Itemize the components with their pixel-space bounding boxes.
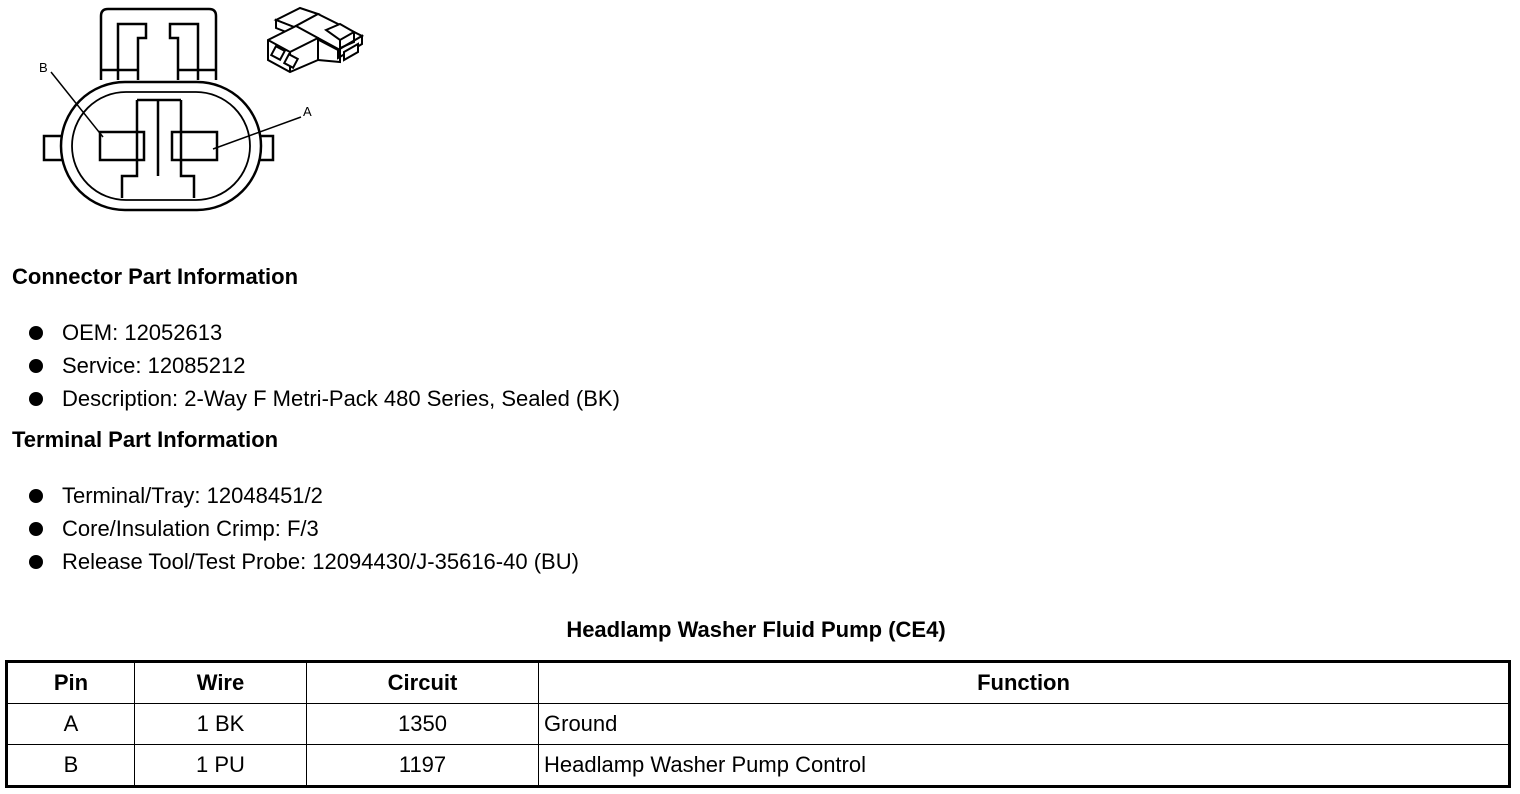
- list-item-text: Release Tool/Test Probe: 12094430/J-35616-40 (BU): [62, 549, 579, 574]
- table-row: [7, 704, 1510, 745]
- bullet-icon: [29, 392, 43, 406]
- leader-line-b: [51, 72, 103, 137]
- cell-wire: 1 PU: [135, 745, 307, 787]
- list-item: [0, 382, 620, 415]
- cavity-label-b: B: [39, 60, 48, 75]
- cell-pin: B: [7, 745, 135, 787]
- cell-function: Ground: [539, 704, 1510, 745]
- list-item: [0, 479, 579, 512]
- bullet-icon: [29, 359, 43, 373]
- list-item: [0, 316, 620, 349]
- cell-wire: 1 BK: [135, 704, 307, 745]
- list-item: [0, 349, 620, 382]
- bullet-icon: [29, 489, 43, 503]
- pin-table-title: Headlamp Washer Fluid Pump (CE4): [566, 617, 946, 642]
- cavity-label-a: A: [303, 104, 312, 119]
- bullet-icon: [29, 326, 43, 340]
- list-item: [0, 545, 579, 578]
- column-header-pin: Pin: [7, 662, 135, 704]
- list-item: [0, 512, 579, 545]
- list-item-text: Terminal/Tray: 12048451/2: [62, 483, 323, 508]
- column-header-function: Function: [539, 662, 1510, 704]
- cavity-a: [172, 132, 217, 160]
- table-row: [7, 745, 1510, 787]
- connector-part-info-heading: Connector Part Information: [12, 264, 299, 289]
- list-item-text: OEM: 12052613: [62, 320, 223, 345]
- bullet-icon: [29, 522, 43, 536]
- table-header-row: [7, 662, 1510, 704]
- connector-face-diagram: [0, 0, 380, 225]
- terminal-part-info-list: [0, 479, 579, 578]
- connector-isometric-icon: [268, 8, 362, 72]
- cell-function: Headlamp Washer Pump Control: [539, 745, 1510, 787]
- bullet-icon: [29, 555, 43, 569]
- pin-table: [5, 660, 1511, 788]
- terminal-part-info-heading: Terminal Part Information: [12, 427, 279, 452]
- cell-circuit: 1197: [307, 745, 539, 787]
- cell-circuit: 1350: [307, 704, 539, 745]
- list-item-text: Core/Insulation Crimp: F/3: [62, 516, 319, 541]
- column-header-circuit: Circuit: [307, 662, 539, 704]
- connector-latch-tab: [118, 24, 198, 80]
- cell-pin: A: [7, 704, 135, 745]
- list-item-text: Description: 2-Way F Metri-Pack 480 Series, Sealed (BK): [62, 386, 620, 411]
- connector-part-info-list: [0, 316, 620, 415]
- list-item-text: Service: 12085212: [62, 353, 246, 378]
- column-header-wire: Wire: [135, 662, 307, 704]
